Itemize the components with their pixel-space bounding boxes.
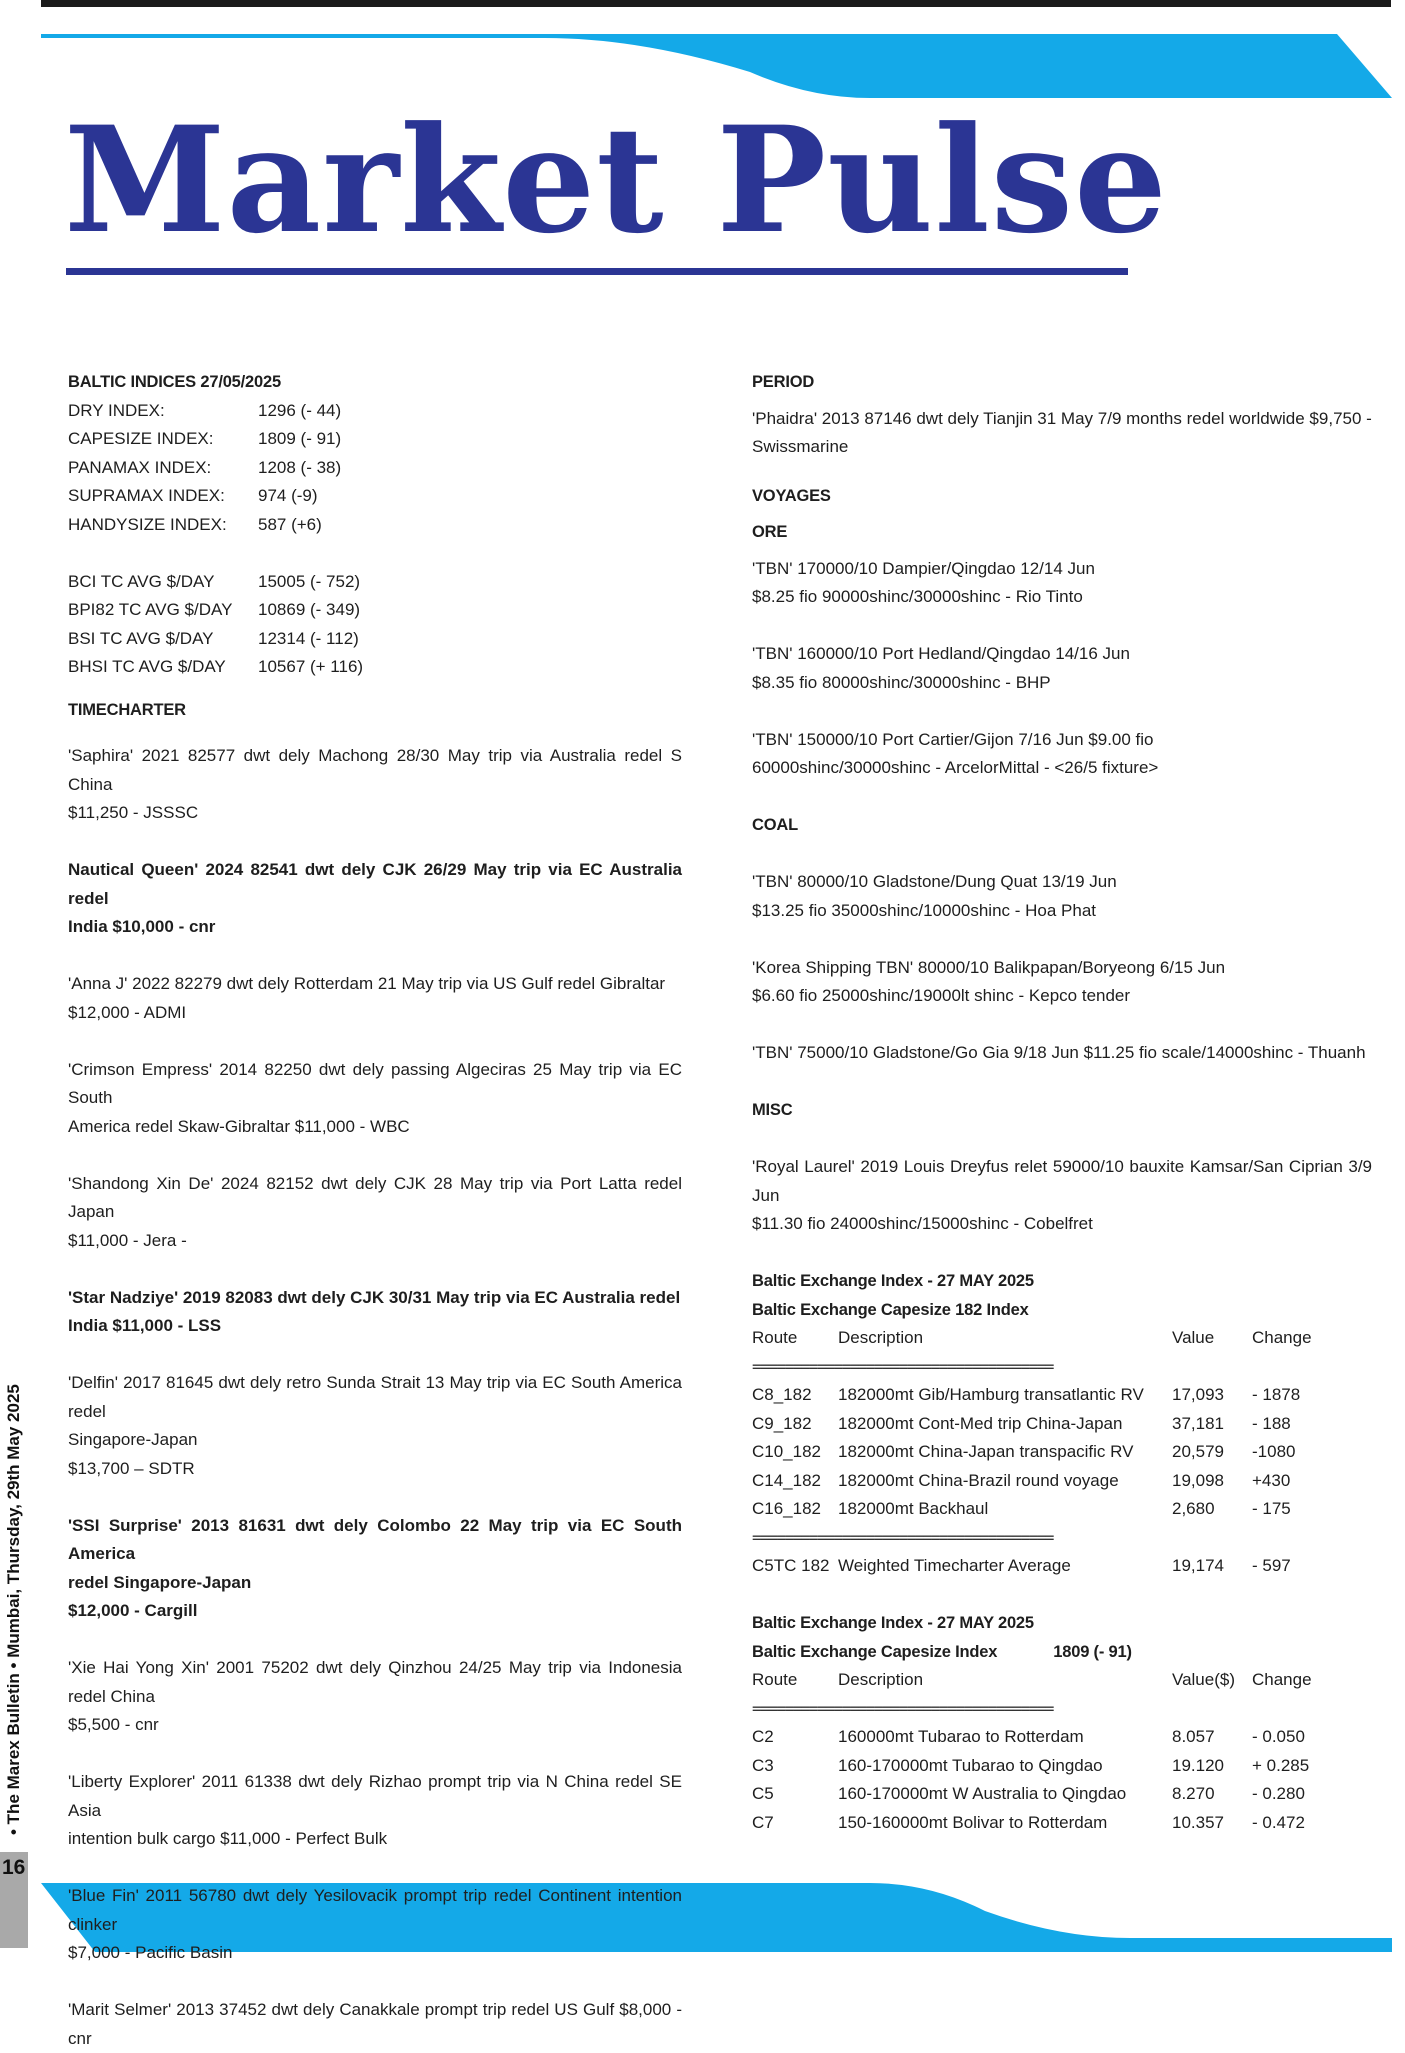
fixture-entry <box>68 1170 682 1256</box>
table-cell: -1080 <box>1252 1442 1296 1461</box>
fixture-entry <box>68 970 682 1027</box>
index-row <box>68 596 682 625</box>
table-separator <box>752 1524 1372 1553</box>
fixture-line: America redel Skaw-Gibraltar $11,000 - WBC <box>68 1116 410 1136</box>
table-cell: C5TC 182 <box>752 1556 830 1575</box>
fixture-entry <box>68 1654 682 1740</box>
text-line: 'Royal Laurel' 2019 Louis Dreyfus relet 59000/10 bauxite Kamsar/San Ciprian 3/9 Jun <box>752 1157 1372 1205</box>
index-value: 15005 (- 752) <box>258 571 361 591</box>
fixture-line: 'Star Nadziye' 2019 82083 dwt dely CJK 30/31 May trip via EC Australia redel <box>68 1287 681 1307</box>
table-cell: 19,098 <box>1172 1470 1224 1490</box>
ore-fixtures <box>752 555 1372 812</box>
fixture-line: 'SSI Surprise' 2013 81631 dwt dely Colombo 22 May trip via EC South America <box>68 1515 682 1563</box>
index-label: HANDYSIZE INDEX: <box>68 514 227 534</box>
text-line: $11.30 fio 24000shinc/15000shinc - Cobelfret <box>752 1214 1093 1233</box>
fixture-line: 'TBN' 160000/10 Port Hedland/Qingdao 14/16 Jun <box>752 644 1130 663</box>
table-row <box>752 1495 1372 1524</box>
index-label: BSI TC AVG $/DAY <box>68 628 214 648</box>
table-cell: 19,174 <box>1172 1556 1224 1575</box>
fixture-line: 'Korea Shipping TBN' 80000/10 Balikpapan/Boryeong 6/15 Jun <box>752 957 1226 977</box>
table-separator <box>752 1353 1372 1382</box>
index-label: BHSI TC AVG $/DAY <box>68 657 226 676</box>
table-cell: C10_182 <box>752 1442 822 1461</box>
table-row <box>752 1410 1372 1439</box>
index-label: SUPRAMAX INDEX: <box>68 486 225 505</box>
fixture-entry <box>68 1056 682 1142</box>
table-cell: Description <box>838 1328 924 1347</box>
tc-averages-list <box>68 568 682 682</box>
table2-subtitle-value: 1809 (- 91) <box>1053 1642 1132 1661</box>
index-row <box>68 425 682 454</box>
misc-heading: MISC <box>752 1101 793 1119</box>
coal-fixtures <box>752 868 1372 1096</box>
index-row <box>68 653 682 682</box>
fixture-line: $8.35 fio 80000shinc/30000shinc - BHP <box>752 672 1051 692</box>
index-row <box>68 511 682 540</box>
table-cell: Route <box>752 1328 798 1347</box>
fixture-entry <box>68 742 682 828</box>
table-cell: C14_182 <box>752 1470 822 1490</box>
table-cell: 182000mt China-Japan transpacific RV <box>838 1442 1134 1461</box>
misc-fixture <box>752 1153 1372 1239</box>
table-cell: 8.057 <box>1172 1727 1215 1746</box>
fixture-line: redel Singapore-Japan <box>68 1572 252 1592</box>
table-cell: C5 <box>752 1784 774 1803</box>
table-cell: C8_182 <box>752 1385 812 1404</box>
fixture-line: 'TBN' 170000/10 Dampier/Qingdao 12/14 Jun <box>752 558 1095 578</box>
fixture-line: 'TBN' 80000/10 Gladstone/Dung Quat 13/19 Jun <box>752 872 1117 891</box>
table-footer-row <box>752 1552 1372 1581</box>
timecharter-heading: TIMECHARTER <box>68 700 186 719</box>
baltic-indices-list <box>68 397 682 540</box>
table2-subtitle <box>752 1638 1372 1667</box>
table2-title: Baltic Exchange Index - 27 MAY 2025 <box>752 1614 1034 1632</box>
fixture-line: 'Delfin' 2017 81645 dwt dely retro Sunda Strait 13 May trip via EC South America redel <box>68 1373 682 1421</box>
table-cell: 17,093 <box>1172 1385 1224 1404</box>
table-cell: 160-170000mt W Australia to Qingdao <box>838 1784 1127 1803</box>
table-cell: 20,579 <box>1172 1442 1224 1461</box>
fixture-line: $11,000 - Jera - <box>68 1230 187 1250</box>
table-separator <box>752 1695 1372 1724</box>
fixture-line: 'Liberty Explorer' 2011 61338 dwt dely Rizhao prompt trip via N China redel SE Asia <box>68 1772 682 1820</box>
table-cell: - 0.472 <box>1252 1812 1305 1832</box>
table-cell: - 597 <box>1252 1556 1291 1575</box>
table-cell: 2,680 <box>1172 1499 1215 1518</box>
table-cell: C9_182 <box>752 1413 812 1433</box>
table-cell: +430 <box>1252 1470 1291 1490</box>
fixture-line: 'Blue Fin' 2011 56780 dwt dely Yesilovacik prompt trip redel Continent intention clinker <box>68 1886 682 1934</box>
fixture-line: 'Crimson Empress' 2014 82250 dwt dely passing Algeciras 25 May trip via EC South <box>68 1059 682 1107</box>
table-cell: - 1878 <box>1252 1385 1301 1404</box>
index-label: PANAMAX INDEX: <box>68 457 212 477</box>
index-value: 12314 (- 112) <box>258 628 359 648</box>
table-cell: C3 <box>752 1755 774 1775</box>
table-cell: 182000mt China-Brazil round voyage <box>838 1470 1119 1490</box>
table-row <box>752 1780 1372 1809</box>
voyage-fixture <box>752 555 1372 612</box>
table2-subtitle-label: Baltic Exchange Capesize Index <box>752 1642 998 1661</box>
index-label: BCI TC AVG $/DAY <box>68 571 215 591</box>
table-cell: 182000mt Backhaul <box>838 1499 989 1518</box>
fixture-line: intention bulk cargo $11,000 - Perfect Bulk <box>68 1829 388 1848</box>
index-value: 974 (-9) <box>258 486 318 505</box>
fixture-line: $6.60 fio 25000shinc/19000lt shinc - Kepco tender <box>752 986 1131 1005</box>
top-swoosh <box>41 34 1392 98</box>
table1-subtitle: Baltic Exchange Capesize 182 Index <box>752 1300 1029 1319</box>
baltic-indices-heading: BALTIC INDICES 27/05/2025 <box>68 373 281 391</box>
fixture-line: $5,500 - cnr <box>68 1715 159 1734</box>
masthead-underline <box>66 268 1128 275</box>
table-cell: C2 <box>752 1727 774 1746</box>
table-cell: + 0.285 <box>1252 1755 1310 1775</box>
capesize-182-table <box>752 1324 1372 1581</box>
fixture-line: $7,000 - Pacific Basin <box>68 1943 233 1962</box>
table-cell: Change <box>1252 1670 1312 1689</box>
index-value: 1296 (- 44) <box>258 400 342 420</box>
table-cell: 182000mt Cont-Med trip China-Japan <box>838 1413 1123 1433</box>
index-label: BPI82 TC AVG $/DAY <box>68 600 233 619</box>
index-value: 1208 (- 38) <box>258 457 342 477</box>
fixture-line: 'Xie Hai Yong Xin' 2001 75202 dwt dely Qinzhou 24/25 May trip via Indonesia redel China <box>68 1658 682 1706</box>
table-header-row <box>752 1666 1372 1695</box>
fixture-entry <box>68 1768 682 1854</box>
index-value: 1809 (- 91) <box>258 429 342 448</box>
fixture-line: 'Anna J' 2022 82279 dwt dely Rotterdam 21 May trip via US Gulf redel Gibraltar <box>68 974 666 993</box>
separator-line: ===================================== <box>752 1356 1053 1376</box>
spine-text: • The Marex Bulletin • Mumbai, Thursday, 29th May 2025 <box>4 1384 23 1835</box>
table-cell: 10.357 <box>1172 1812 1224 1832</box>
table-cell: 160-170000mt Tubarao to Qingdao <box>838 1755 1103 1775</box>
fixture-line: 60000shinc/30000shinc - ArcelorMittal - <26/5 fixture> <box>752 758 1159 777</box>
table-cell: C16_182 <box>752 1499 822 1518</box>
index-row <box>68 625 682 654</box>
ore-heading: ORE <box>752 523 788 541</box>
table-cell: Description <box>838 1670 924 1689</box>
voyages-heading: VOYAGES <box>752 486 831 505</box>
fixture-line: $12,000 - ADMI <box>68 1002 187 1022</box>
period-fixture <box>752 405 1372 462</box>
page-number: 16 <box>2 1856 26 1879</box>
voyage-fixture <box>752 726 1372 783</box>
voyage-fixture <box>752 1039 1372 1068</box>
fixture-line: $13.25 fio 35000shinc/10000shinc - Hoa Phat <box>752 900 1097 920</box>
index-row <box>68 482 682 511</box>
table-header-row <box>752 1324 1372 1353</box>
index-value: 10869 (- 349) <box>258 600 361 619</box>
coal-heading: COAL <box>752 816 798 834</box>
fixture-line: 'Shandong Xin De' 2024 82152 dwt dely CJK 28 May trip via Port Latta redel Japan <box>68 1173 682 1221</box>
table-row <box>752 1752 1372 1781</box>
table-row <box>752 1438 1372 1467</box>
left-column <box>68 368 682 2053</box>
index-value: 587 (+6) <box>258 514 322 534</box>
table-cell: 182000mt Gib/Hamburg transatlantic RV <box>838 1385 1144 1404</box>
fixture-line: $8.25 fio 90000shinc/30000shinc - Rio Tinto <box>752 587 1083 606</box>
index-row <box>68 568 682 597</box>
index-row <box>68 454 682 483</box>
fixture-line: 'TBN' 150000/10 Port Cartier/Gijon 7/16 Jun $9.00 fio <box>752 729 1154 749</box>
table-cell: Value <box>1172 1328 1215 1347</box>
masthead-title: Market Pulse <box>64 95 1168 266</box>
fixture-line: $13,700 – SDTR <box>68 1458 195 1478</box>
fixture-entry <box>68 1996 682 2053</box>
index-value: 10567 (+ 116) <box>258 657 364 676</box>
right-column <box>752 368 1372 1837</box>
table-cell: 37,181 <box>1172 1413 1224 1433</box>
fixture-line: Nautical Queen' 2024 82541 dwt dely CJK 26/29 May trip via EC Australia redel <box>68 860 682 908</box>
period-heading: PERIOD <box>752 373 815 391</box>
fixture-entry <box>68 856 682 942</box>
table-row <box>752 1381 1372 1410</box>
table1-title: Baltic Exchange Index - 27 MAY 2025 <box>752 1272 1034 1290</box>
table-cell: - 175 <box>1252 1499 1291 1518</box>
table-cell: Change <box>1252 1328 1312 1347</box>
fixture-line: India $11,000 - LSS <box>68 1316 222 1335</box>
fixture-line: 'TBN' 75000/10 Gladstone/Go Gia 9/18 Jun $11.25 fio scale/14000shinc - Thuanh <box>752 1043 1366 1062</box>
table-cell: - 0.280 <box>1252 1784 1305 1803</box>
voyage-fixture <box>752 868 1372 925</box>
table-cell: 8.270 <box>1172 1784 1215 1803</box>
index-label: DRY INDEX: <box>68 400 165 420</box>
timecharter-fixtures <box>68 724 682 2053</box>
table-cell: Value($) <box>1172 1670 1235 1689</box>
text-line: 'Phaidra' 2013 87146 dwt dely Tianjin 31 May 7/9 months redel worldwide $9,750 - <box>752 408 1372 428</box>
separator-line: ===================================== <box>752 1698 1053 1718</box>
fixture-line: India $10,000 - cnr <box>68 917 216 936</box>
fixture-entry <box>68 1369 682 1483</box>
voyage-fixture <box>752 954 1372 1011</box>
table-cell: 19.120 <box>1172 1755 1224 1775</box>
table-cell: 150-160000mt Bolivar to Rotterdam <box>838 1812 1108 1832</box>
table-cell: Route <box>752 1670 798 1689</box>
table-row <box>752 1467 1372 1496</box>
index-row <box>68 397 682 426</box>
table-cell: 160000mt Tubarao to Rotterdam <box>838 1727 1084 1746</box>
fixture-entry <box>68 1512 682 1626</box>
fixture-line: $11,250 - JSSSC <box>68 803 199 822</box>
table-row <box>752 1723 1372 1752</box>
index-label: CAPESIZE INDEX: <box>68 429 214 448</box>
table-cell: Weighted Timecharter Average <box>838 1556 1071 1575</box>
fixture-line: Singapore-Japan <box>68 1430 198 1449</box>
voyage-fixture <box>752 640 1372 697</box>
table-cell: C7 <box>752 1812 774 1832</box>
fixture-entry <box>68 1882 682 1968</box>
table-row <box>752 1809 1372 1838</box>
table-cell: - 0.050 <box>1252 1727 1305 1746</box>
fixture-entry <box>68 1284 682 1341</box>
fixture-line: $12,000 - Cargill <box>68 1601 198 1620</box>
capesize-route-table <box>752 1666 1372 1837</box>
separator-line: ===================================== <box>752 1527 1053 1547</box>
fixture-line: 'Marit Selmer' 2013 37452 dwt dely Canakkale prompt trip redel US Gulf $8,000 - cnr <box>68 2000 682 2048</box>
fixture-line: 'Saphira' 2021 82577 dwt dely Machong 28/30 May trip via Australia redel S China <box>68 746 682 794</box>
table-cell: - 188 <box>1252 1413 1291 1433</box>
text-line: Swissmarine <box>752 437 849 456</box>
